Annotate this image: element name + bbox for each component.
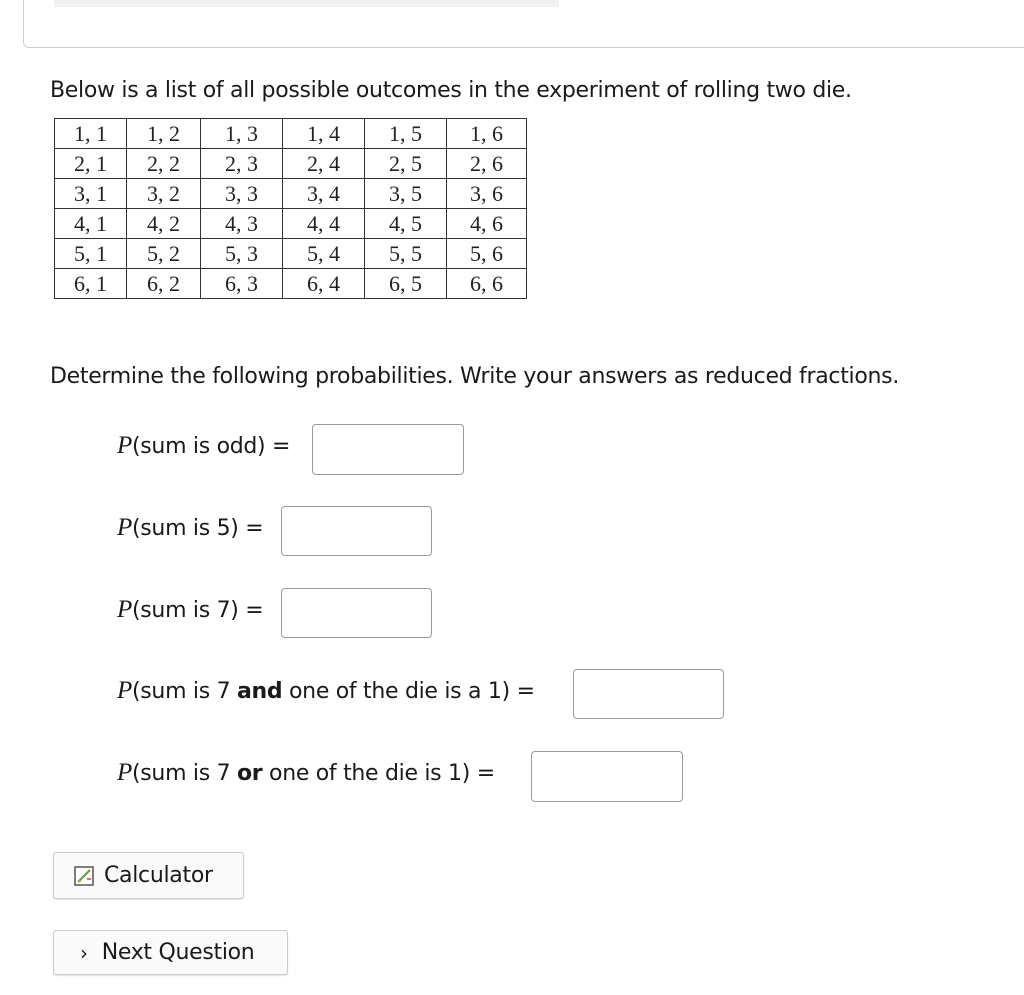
previous-content-bar bbox=[54, 0, 559, 7]
table-cell: 5, 1 bbox=[55, 239, 127, 269]
table-cell: 5, 6 bbox=[447, 239, 527, 269]
question-text: (sum is 5) = bbox=[131, 516, 264, 541]
previous-content-panel bbox=[23, 0, 1024, 48]
table-cell: 1, 5 bbox=[365, 119, 447, 149]
table-cell: 3, 1 bbox=[55, 179, 127, 209]
table-cell: 6, 3 bbox=[201, 269, 283, 299]
table-cell: 3, 6 bbox=[447, 179, 527, 209]
question-text: (sum is 7 bbox=[131, 761, 237, 786]
outcomes-table bbox=[54, 118, 527, 299]
question-sum-7-or-1-label bbox=[117, 759, 495, 787]
next-question-button[interactable] bbox=[53, 930, 288, 975]
table-cell: 4, 1 bbox=[55, 209, 127, 239]
table-cell: 5, 5 bbox=[365, 239, 447, 269]
question-sum-7-and-1-label bbox=[117, 677, 535, 705]
chevron-right-icon: › bbox=[80, 940, 88, 965]
calculator-button[interactable] bbox=[53, 852, 244, 899]
question-text: (sum is 7) = bbox=[131, 598, 264, 623]
table-cell: 6, 6 bbox=[447, 269, 527, 299]
table-cell: 4, 5 bbox=[365, 209, 447, 239]
table-cell: 1, 6 bbox=[447, 119, 527, 149]
table-cell: 2, 6 bbox=[447, 149, 527, 179]
intro-text: Below is a list of all possible outcomes in the experiment of rolling two die. bbox=[50, 78, 852, 103]
table-cell: 2, 5 bbox=[365, 149, 447, 179]
calculator-button-label: Calculator bbox=[104, 863, 213, 888]
table-cell: 2, 4 bbox=[283, 149, 365, 179]
question-keyword-or: or bbox=[236, 761, 263, 786]
table-cell: 6, 4 bbox=[283, 269, 365, 299]
question-text: one of the die is a 1) = bbox=[282, 679, 535, 704]
probability-symbol: P bbox=[117, 514, 132, 541]
table-cell: 1, 4 bbox=[283, 119, 365, 149]
question-sum-odd-label bbox=[117, 432, 290, 460]
table-cell: 2, 2 bbox=[127, 149, 201, 179]
table-cell: 3, 2 bbox=[127, 179, 201, 209]
table-row bbox=[55, 179, 527, 209]
table-cell: 5, 3 bbox=[201, 239, 283, 269]
table-row bbox=[55, 209, 527, 239]
table-cell: 4, 6 bbox=[447, 209, 527, 239]
next-question-button-label: Next Question bbox=[101, 940, 255, 965]
answer-sum-7-or-1-input[interactable] bbox=[531, 751, 683, 802]
table-cell: 3, 3 bbox=[201, 179, 283, 209]
question-keyword-and: and bbox=[236, 679, 283, 704]
table-cell: 1, 1 bbox=[55, 119, 127, 149]
table-row bbox=[55, 149, 527, 179]
table-cell: 4, 2 bbox=[127, 209, 201, 239]
table-cell: 3, 5 bbox=[365, 179, 447, 209]
table-cell: 1, 3 bbox=[201, 119, 283, 149]
table-cell: 4, 4 bbox=[283, 209, 365, 239]
table-cell: 6, 5 bbox=[365, 269, 447, 299]
answer-sum-odd-input[interactable] bbox=[312, 424, 464, 475]
table-row bbox=[55, 119, 527, 149]
question-text: (sum is 7 bbox=[131, 679, 237, 704]
table-cell: 2, 1 bbox=[55, 149, 127, 179]
table-row bbox=[55, 269, 527, 299]
table-row bbox=[55, 239, 527, 269]
instructions-text: Determine the following probabilities. Write your answers as reduced fractions. bbox=[50, 364, 900, 389]
table-cell: 6, 1 bbox=[55, 269, 127, 299]
question-text: one of the die is 1) = bbox=[262, 761, 495, 786]
table-cell: 1, 2 bbox=[127, 119, 201, 149]
probability-symbol: P bbox=[117, 432, 132, 459]
answer-sum-7-and-1-input[interactable] bbox=[573, 669, 724, 719]
question-text: (sum is odd) = bbox=[131, 434, 291, 459]
probability-symbol: P bbox=[117, 596, 132, 623]
table-cell: 4, 3 bbox=[201, 209, 283, 239]
table-cell: 2, 3 bbox=[201, 149, 283, 179]
probability-symbol: P bbox=[117, 759, 132, 786]
table-cell: 6, 2 bbox=[127, 269, 201, 299]
question-sum-5-label bbox=[117, 514, 263, 542]
table-cell: 3, 4 bbox=[283, 179, 365, 209]
question-sum-7-label bbox=[117, 596, 263, 624]
table-cell: 5, 4 bbox=[283, 239, 365, 269]
probability-symbol: P bbox=[117, 677, 132, 704]
calculator-pencil-icon bbox=[74, 866, 94, 886]
answer-sum-5-input[interactable] bbox=[281, 506, 432, 556]
answer-sum-7-input[interactable] bbox=[281, 588, 432, 638]
table-cell: 5, 2 bbox=[127, 239, 201, 269]
